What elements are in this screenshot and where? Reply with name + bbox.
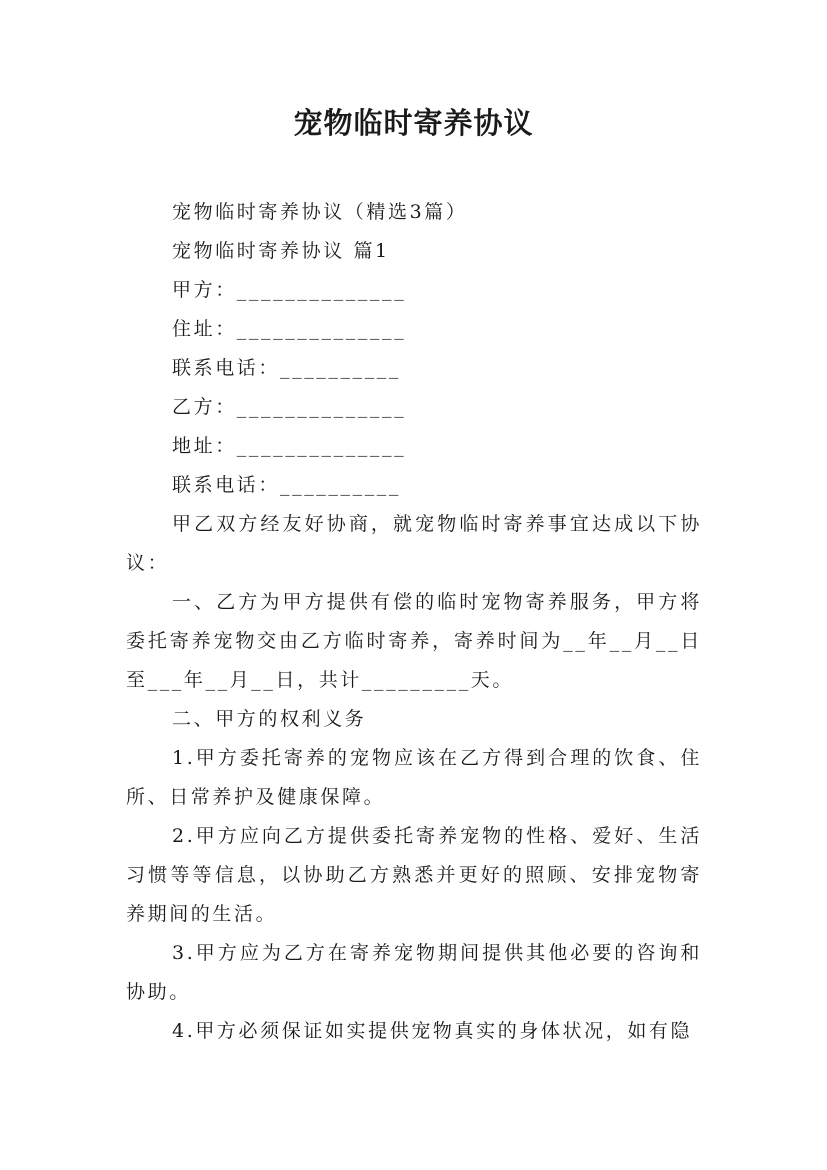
field-phone-a: 联系电话：__________: [172, 357, 402, 379]
document-title: 宠物临时寄养协议: [293, 106, 534, 140]
field-party-b: 乙方：______________: [172, 396, 407, 418]
document-subtitle: 宠物临时寄养协议（精选3篇）: [172, 201, 468, 223]
paragraph-item-4: 4.甲方必须保证如实提供宠物真实的身体状况，如有隐: [172, 1020, 693, 1042]
section-heading: 宠物临时寄养协议 篇1: [172, 240, 390, 262]
field-address-a: 住址：______________: [172, 318, 407, 340]
field-phone-b: 联系电话：__________: [172, 474, 402, 496]
document-body: [126, 193, 702, 1051]
paragraph-clause-1: 一、乙方为甲方提供有偿的临时宠物寄养服务，甲方将委托寄养宠物交由乙方临时寄养，寄养时间为__年__月__日至___年__月__日，共计_________天。: [126, 591, 702, 691]
field-party-a: 甲方：______________: [172, 279, 407, 301]
paragraph-intro: 甲乙双方经友好协商，就宠物临时寄养事宜达成以下协议：: [126, 513, 702, 574]
paragraph-clause-2-heading: 二、甲方的权利义务: [172, 708, 367, 730]
paragraph-item-3: 3.甲方应为乙方在寄养宠物期间提供其他必要的咨询和协助。: [126, 942, 702, 1003]
paragraph-item-1: 1.甲方委托寄养的宠物应该在乙方得到合理的饮食、住所、日常养护及健康保障。: [126, 747, 702, 808]
field-address-b: 地址：______________: [172, 435, 407, 457]
paragraph-item-2: 2.甲方应向乙方提供委托寄养宠物的性格、爱好、生活习惯等等信息，以协助乙方熟悉并更好的照顾、安排宠物寄养期间的生活。: [126, 825, 702, 925]
